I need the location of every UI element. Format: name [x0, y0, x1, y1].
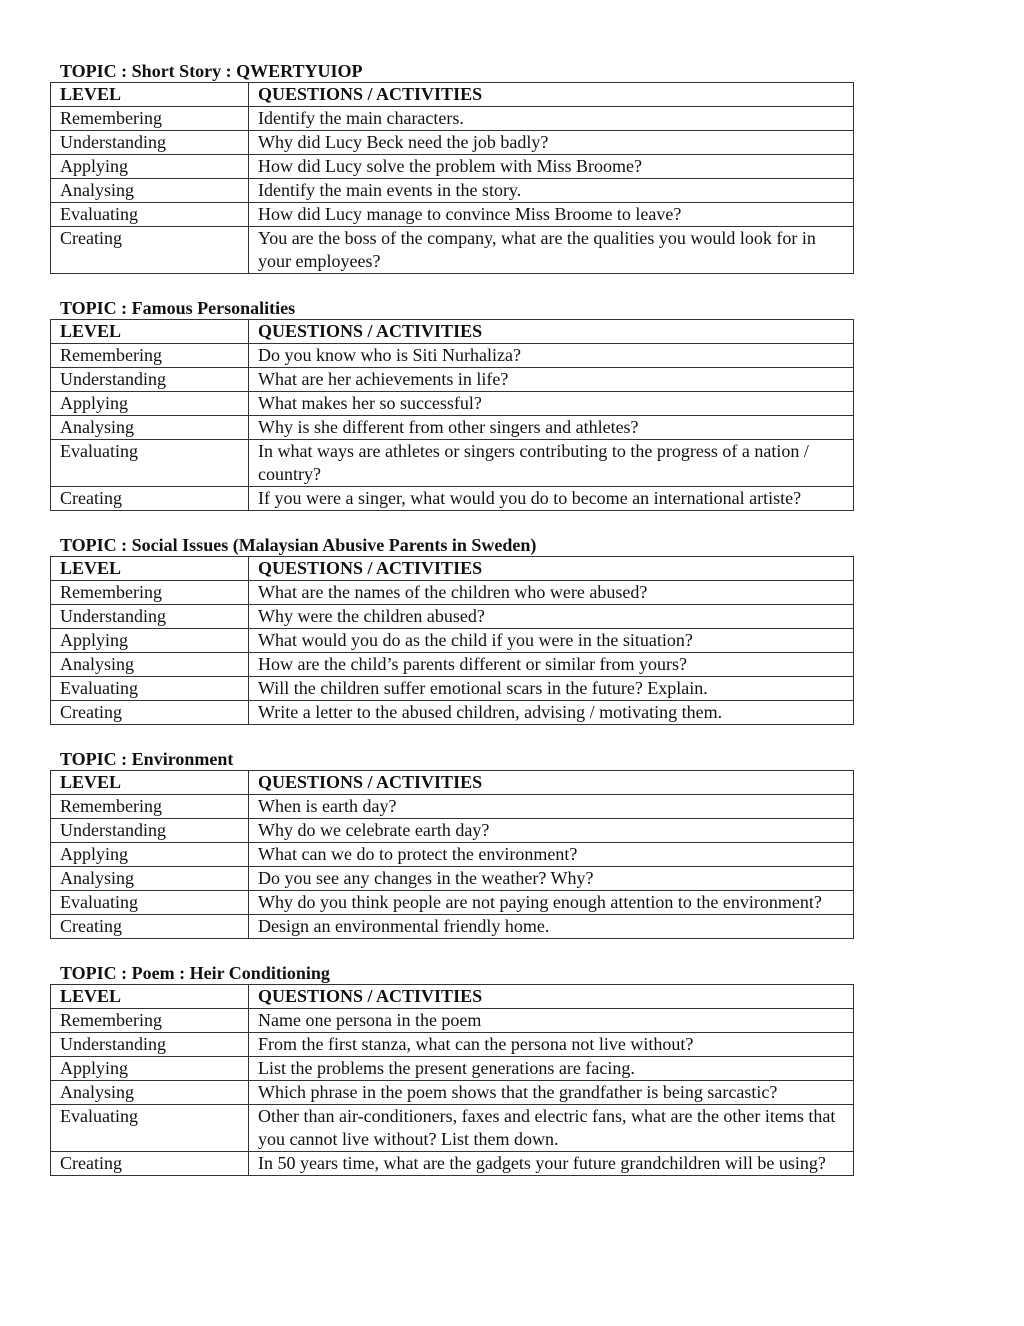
level-cell: Remembering [51, 795, 249, 819]
level-column-header: LEVEL [51, 83, 249, 107]
level-cell: Evaluating [51, 440, 249, 487]
question-cell: Why do we celebrate earth day? [249, 819, 854, 843]
table-header-row [51, 320, 854, 344]
question-cell: Identify the main events in the story. [249, 179, 854, 203]
level-cell: Analysing [51, 416, 249, 440]
table-row [51, 915, 854, 939]
table-row [51, 179, 854, 203]
question-cell: What are the names of the children who were abused? [249, 581, 854, 605]
level-column-header: LEVEL [51, 320, 249, 344]
table-row [51, 368, 854, 392]
topic-title: TOPIC : Short Story : QWERTYUIOP [60, 61, 363, 81]
level-cell: Applying [51, 392, 249, 416]
question-cell: Other than air-conditioners, faxes and electric fans, what are the other items that you cannot live without? List them down. [249, 1105, 854, 1152]
level-cell: Evaluating [51, 1105, 249, 1152]
level-cell: Remembering [51, 107, 249, 131]
level-cell: Understanding [51, 368, 249, 392]
question-cell: In 50 years time, what are the gadgets your future grandchildren will be using? [249, 1152, 854, 1176]
topic-section [50, 60, 854, 274]
topic-section [50, 534, 854, 725]
question-cell: What would you do as the child if you were in the situation? [249, 629, 854, 653]
level-cell: Applying [51, 843, 249, 867]
level-cell: Remembering [51, 344, 249, 368]
question-cell: Write a letter to the abused children, advising / motivating them. [249, 701, 854, 725]
table-row [51, 392, 854, 416]
table-row [51, 1057, 854, 1081]
questions-table [50, 82, 854, 274]
questions-table [50, 984, 854, 1176]
table-row [51, 416, 854, 440]
table-header-row [51, 83, 854, 107]
level-cell: Creating [51, 701, 249, 725]
question-cell: Name one persona in the poem [249, 1009, 854, 1033]
questions-table [50, 556, 854, 725]
question-cell: From the first stanza, what can the persona not live without? [249, 1033, 854, 1057]
table-row [51, 581, 854, 605]
table-row [51, 203, 854, 227]
topic-section [50, 748, 854, 939]
questions-table [50, 319, 854, 511]
question-cell: How are the child’s parents different or similar from yours? [249, 653, 854, 677]
table-row [51, 107, 854, 131]
level-cell: Remembering [51, 1009, 249, 1033]
table-row [51, 1105, 854, 1152]
questions-table [50, 770, 854, 939]
question-cell: Why do you think people are not paying enough attention to the environment? [249, 891, 854, 915]
level-cell: Analysing [51, 867, 249, 891]
level-cell: Applying [51, 629, 249, 653]
level-cell: Creating [51, 487, 249, 511]
question-cell: Design an environmental friendly home. [249, 915, 854, 939]
topic-section [50, 297, 854, 511]
level-cell: Analysing [51, 179, 249, 203]
table-header-row [51, 985, 854, 1009]
level-cell: Evaluating [51, 891, 249, 915]
level-cell: Creating [51, 1152, 249, 1176]
question-cell: Do you know who is Siti Nurhaliza? [249, 344, 854, 368]
table-row [51, 1081, 854, 1105]
level-column-header: LEVEL [51, 985, 249, 1009]
level-cell: Remembering [51, 581, 249, 605]
question-cell: Which phrase in the poem shows that the grandfather is being sarcastic? [249, 1081, 854, 1105]
question-cell: How did Lucy solve the problem with Miss Broome? [249, 155, 854, 179]
table-row [51, 344, 854, 368]
level-cell: Creating [51, 915, 249, 939]
question-cell: In what ways are athletes or singers contributing to the progress of a nation / country? [249, 440, 854, 487]
table-header-row [51, 557, 854, 581]
questions-column-header: QUESTIONS / ACTIVITIES [249, 83, 854, 107]
question-cell: If you were a singer, what would you do to become an international artiste? [249, 487, 854, 511]
table-row [51, 487, 854, 511]
question-cell: What are her achievements in life? [249, 368, 854, 392]
table-row [51, 227, 854, 274]
question-cell: List the problems the present generations are facing. [249, 1057, 854, 1081]
level-column-header: LEVEL [51, 771, 249, 795]
table-row [51, 155, 854, 179]
level-cell: Evaluating [51, 203, 249, 227]
question-cell: Why is she different from other singers and athletes? [249, 416, 854, 440]
question-cell: Do you see any changes in the weather? Why? [249, 867, 854, 891]
table-row [51, 701, 854, 725]
topic-title: TOPIC : Social Issues (Malaysian Abusive Parents in Sweden) [60, 535, 537, 555]
question-cell: Why were the children abused? [249, 605, 854, 629]
table-row [51, 605, 854, 629]
level-cell: Evaluating [51, 677, 249, 701]
topic-title: TOPIC : Famous Personalities [60, 298, 296, 318]
table-row [51, 1152, 854, 1176]
table-row [51, 131, 854, 155]
level-cell: Understanding [51, 819, 249, 843]
questions-column-header: QUESTIONS / ACTIVITIES [249, 557, 854, 581]
table-row [51, 891, 854, 915]
topic-title: TOPIC : Environment [60, 749, 234, 769]
document-page [50, 60, 854, 1199]
table-row [51, 795, 854, 819]
table-row [51, 677, 854, 701]
topic-title: TOPIC : Poem : Heir Conditioning [60, 963, 330, 983]
table-row [51, 1033, 854, 1057]
topic-section [50, 962, 854, 1176]
table-row [51, 629, 854, 653]
level-column-header: LEVEL [51, 557, 249, 581]
level-cell: Understanding [51, 605, 249, 629]
table-row [51, 843, 854, 867]
questions-column-header: QUESTIONS / ACTIVITIES [249, 985, 854, 1009]
level-cell: Creating [51, 227, 249, 274]
question-cell: Will the children suffer emotional scars in the future? Explain. [249, 677, 854, 701]
questions-column-header: QUESTIONS / ACTIVITIES [249, 320, 854, 344]
question-cell: When is earth day? [249, 795, 854, 819]
question-cell: Why did Lucy Beck need the job badly? [249, 131, 854, 155]
level-cell: Analysing [51, 653, 249, 677]
table-row [51, 440, 854, 487]
table-row [51, 867, 854, 891]
level-cell: Understanding [51, 1033, 249, 1057]
question-cell: What makes her so successful? [249, 392, 854, 416]
question-cell: You are the boss of the company, what are the qualities you would look for in your employees? [249, 227, 854, 274]
table-row [51, 819, 854, 843]
question-cell: Identify the main characters. [249, 107, 854, 131]
table-row [51, 1009, 854, 1033]
level-cell: Analysing [51, 1081, 249, 1105]
questions-column-header: QUESTIONS / ACTIVITIES [249, 771, 854, 795]
level-cell: Applying [51, 155, 249, 179]
question-cell: How did Lucy manage to convince Miss Broome to leave? [249, 203, 854, 227]
question-cell: What can we do to protect the environment? [249, 843, 854, 867]
table-header-row [51, 771, 854, 795]
level-cell: Understanding [51, 131, 249, 155]
level-cell: Applying [51, 1057, 249, 1081]
table-row [51, 653, 854, 677]
